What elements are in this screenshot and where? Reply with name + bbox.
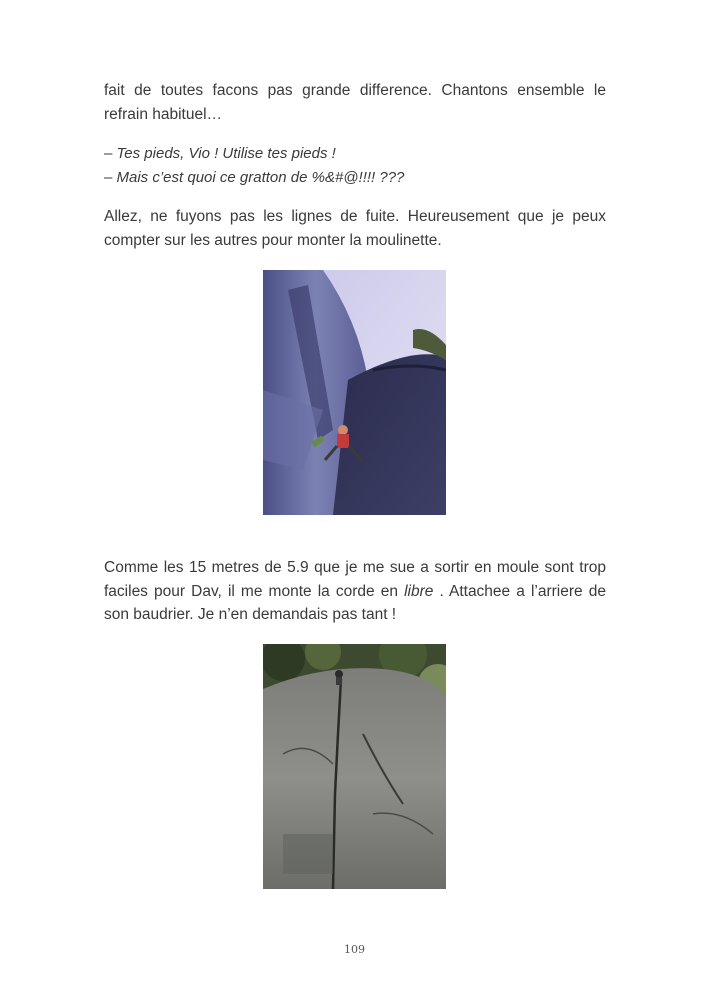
- climbing-photo-crack: [263, 644, 446, 889]
- paragraph-intro: fait de toutes facons pas grande difference. Chantons ensemble le refrain habituel…: [104, 82, 606, 123]
- paragraph-text: . Attachee a l’arriere de son baudrier. Je n’en demandais pas tant !: [104, 582, 606, 623]
- paragraph-corde: [104, 556, 606, 627]
- dialogue-block: [104, 142, 606, 189]
- emphasis-libre: libre: [404, 582, 434, 600]
- paragraph-text: Comme les 15 metres de 5.9 que je me sue a sortir en moule sont trop faciles pour Dav, il me monte la corde en: [104, 559, 606, 600]
- dialogue-line: – Tes pieds, Vio ! Utilise tes pieds !: [104, 145, 336, 162]
- paragraph-moulinette: Allez, ne fuyons pas les lignes de fuite. Heureusement que je peux compter sur les autres pour monter la moulinette.: [104, 208, 606, 249]
- dialogue-line: – Mais c’est quoi ce gratton de %&#@!!!! ???: [104, 168, 405, 186]
- climbing-photo-dihedral: [263, 270, 446, 515]
- page-number: 109: [344, 943, 365, 956]
